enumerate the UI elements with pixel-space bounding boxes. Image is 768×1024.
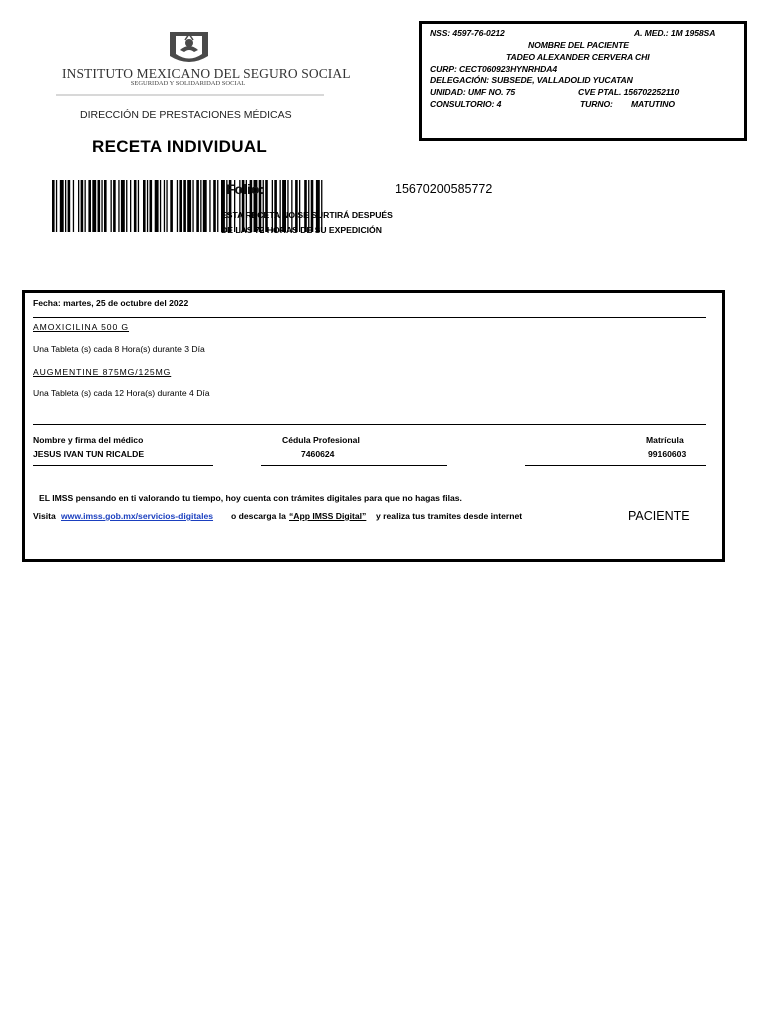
page-title: RECETA INDIVIDUAL xyxy=(92,137,268,156)
unit-field: UNIDAD: UMF NO. 75 xyxy=(430,87,516,97)
license-label: Cédula Profesional xyxy=(282,435,360,445)
folio-label: Folio: xyxy=(226,181,265,197)
shift-label: TURNO: xyxy=(580,99,613,109)
app-name: “App IMSS Digital” xyxy=(289,511,367,521)
internet-text: y realiza tus tramites desde internet xyxy=(376,511,523,521)
org-subtitle: SEGURIDAD Y SOLIDARIDAD SOCIAL xyxy=(130,80,246,87)
curp-field: CURP: CECT060923HYNRHDA4 xyxy=(430,64,558,74)
download-text: o descarga la xyxy=(231,511,286,521)
nss-field: NSS: 4597-76-0212 xyxy=(430,28,505,38)
staff-id-line xyxy=(525,465,706,466)
delegation-field: DELEGACIÓN: SUBSEDE, VALLADOLID YUCATAN xyxy=(430,75,633,85)
medication-dosage: Una Tableta (s) cada 12 Hora(s) durante 4 Día xyxy=(33,388,210,398)
medications-divider xyxy=(33,424,706,425)
patient-name-label: NOMBRE DEL PACIENTE xyxy=(528,40,629,50)
postal-key-field: CVE PTAL. 156702252110 xyxy=(578,87,680,97)
imss-eagle-logo-icon xyxy=(166,28,212,68)
expiry-warning-line1: ESTA RECETA NO SE SURTIRÁ DESPUÉS xyxy=(221,210,393,220)
digital-services-link[interactable]: www.imss.gob.mx/servicios-digitales xyxy=(61,511,214,521)
prescription-date: Fecha: martes, 25 de octubre del 2022 xyxy=(33,298,189,308)
signature-line xyxy=(33,465,213,466)
license-number: 7460624 xyxy=(301,449,335,459)
folio-number: 15670200585772 xyxy=(395,182,493,196)
patient-info-box xyxy=(419,21,747,141)
license-line xyxy=(261,465,447,466)
doctor-label: Nombre y firma del médico xyxy=(33,435,144,445)
attending-doctor-code: A. MED.: 1M 1958SA xyxy=(634,28,716,38)
copy-recipient-label: PACIENTE xyxy=(628,509,690,523)
staff-id-label: Matrícula xyxy=(646,435,684,445)
patient-name: TADEO ALEXANDER CERVERA CHI xyxy=(506,52,650,62)
medication-dosage: Una Tableta (s) cada 8 Hora(s) durante 3 Día xyxy=(33,344,205,354)
medication-name: AUGMENTINE 875MG/125MG xyxy=(33,367,172,377)
org-name: INSTITUTO MEXICANO DEL SEGURO SOCIAL xyxy=(62,66,351,81)
staff-id-number: 99160603 xyxy=(648,449,687,459)
visit-text: Visita xyxy=(33,511,56,521)
expiry-warning-line2: DE LAS 72 HORAS DE SU EXPEDICIÓN xyxy=(221,225,382,235)
digital-services-notice: EL IMSS pensando en ti valorando tu tiempo, hoy cuenta con trámites digitales para que no hagas filas. xyxy=(39,493,462,503)
shift-value: MATUTINO xyxy=(631,99,675,109)
date-divider xyxy=(33,317,706,318)
logo-divider xyxy=(56,94,324,96)
doctor-name: JESUS IVAN TUN RICALDE xyxy=(33,449,145,459)
medication-name: AMOXICILINA 500 G xyxy=(33,322,130,332)
office-field: CONSULTORIO: 4 xyxy=(430,99,502,109)
direction-label: DIRECCIÓN DE PRESTACIONES MÉDICAS xyxy=(80,109,292,121)
prescription-box xyxy=(22,290,725,562)
